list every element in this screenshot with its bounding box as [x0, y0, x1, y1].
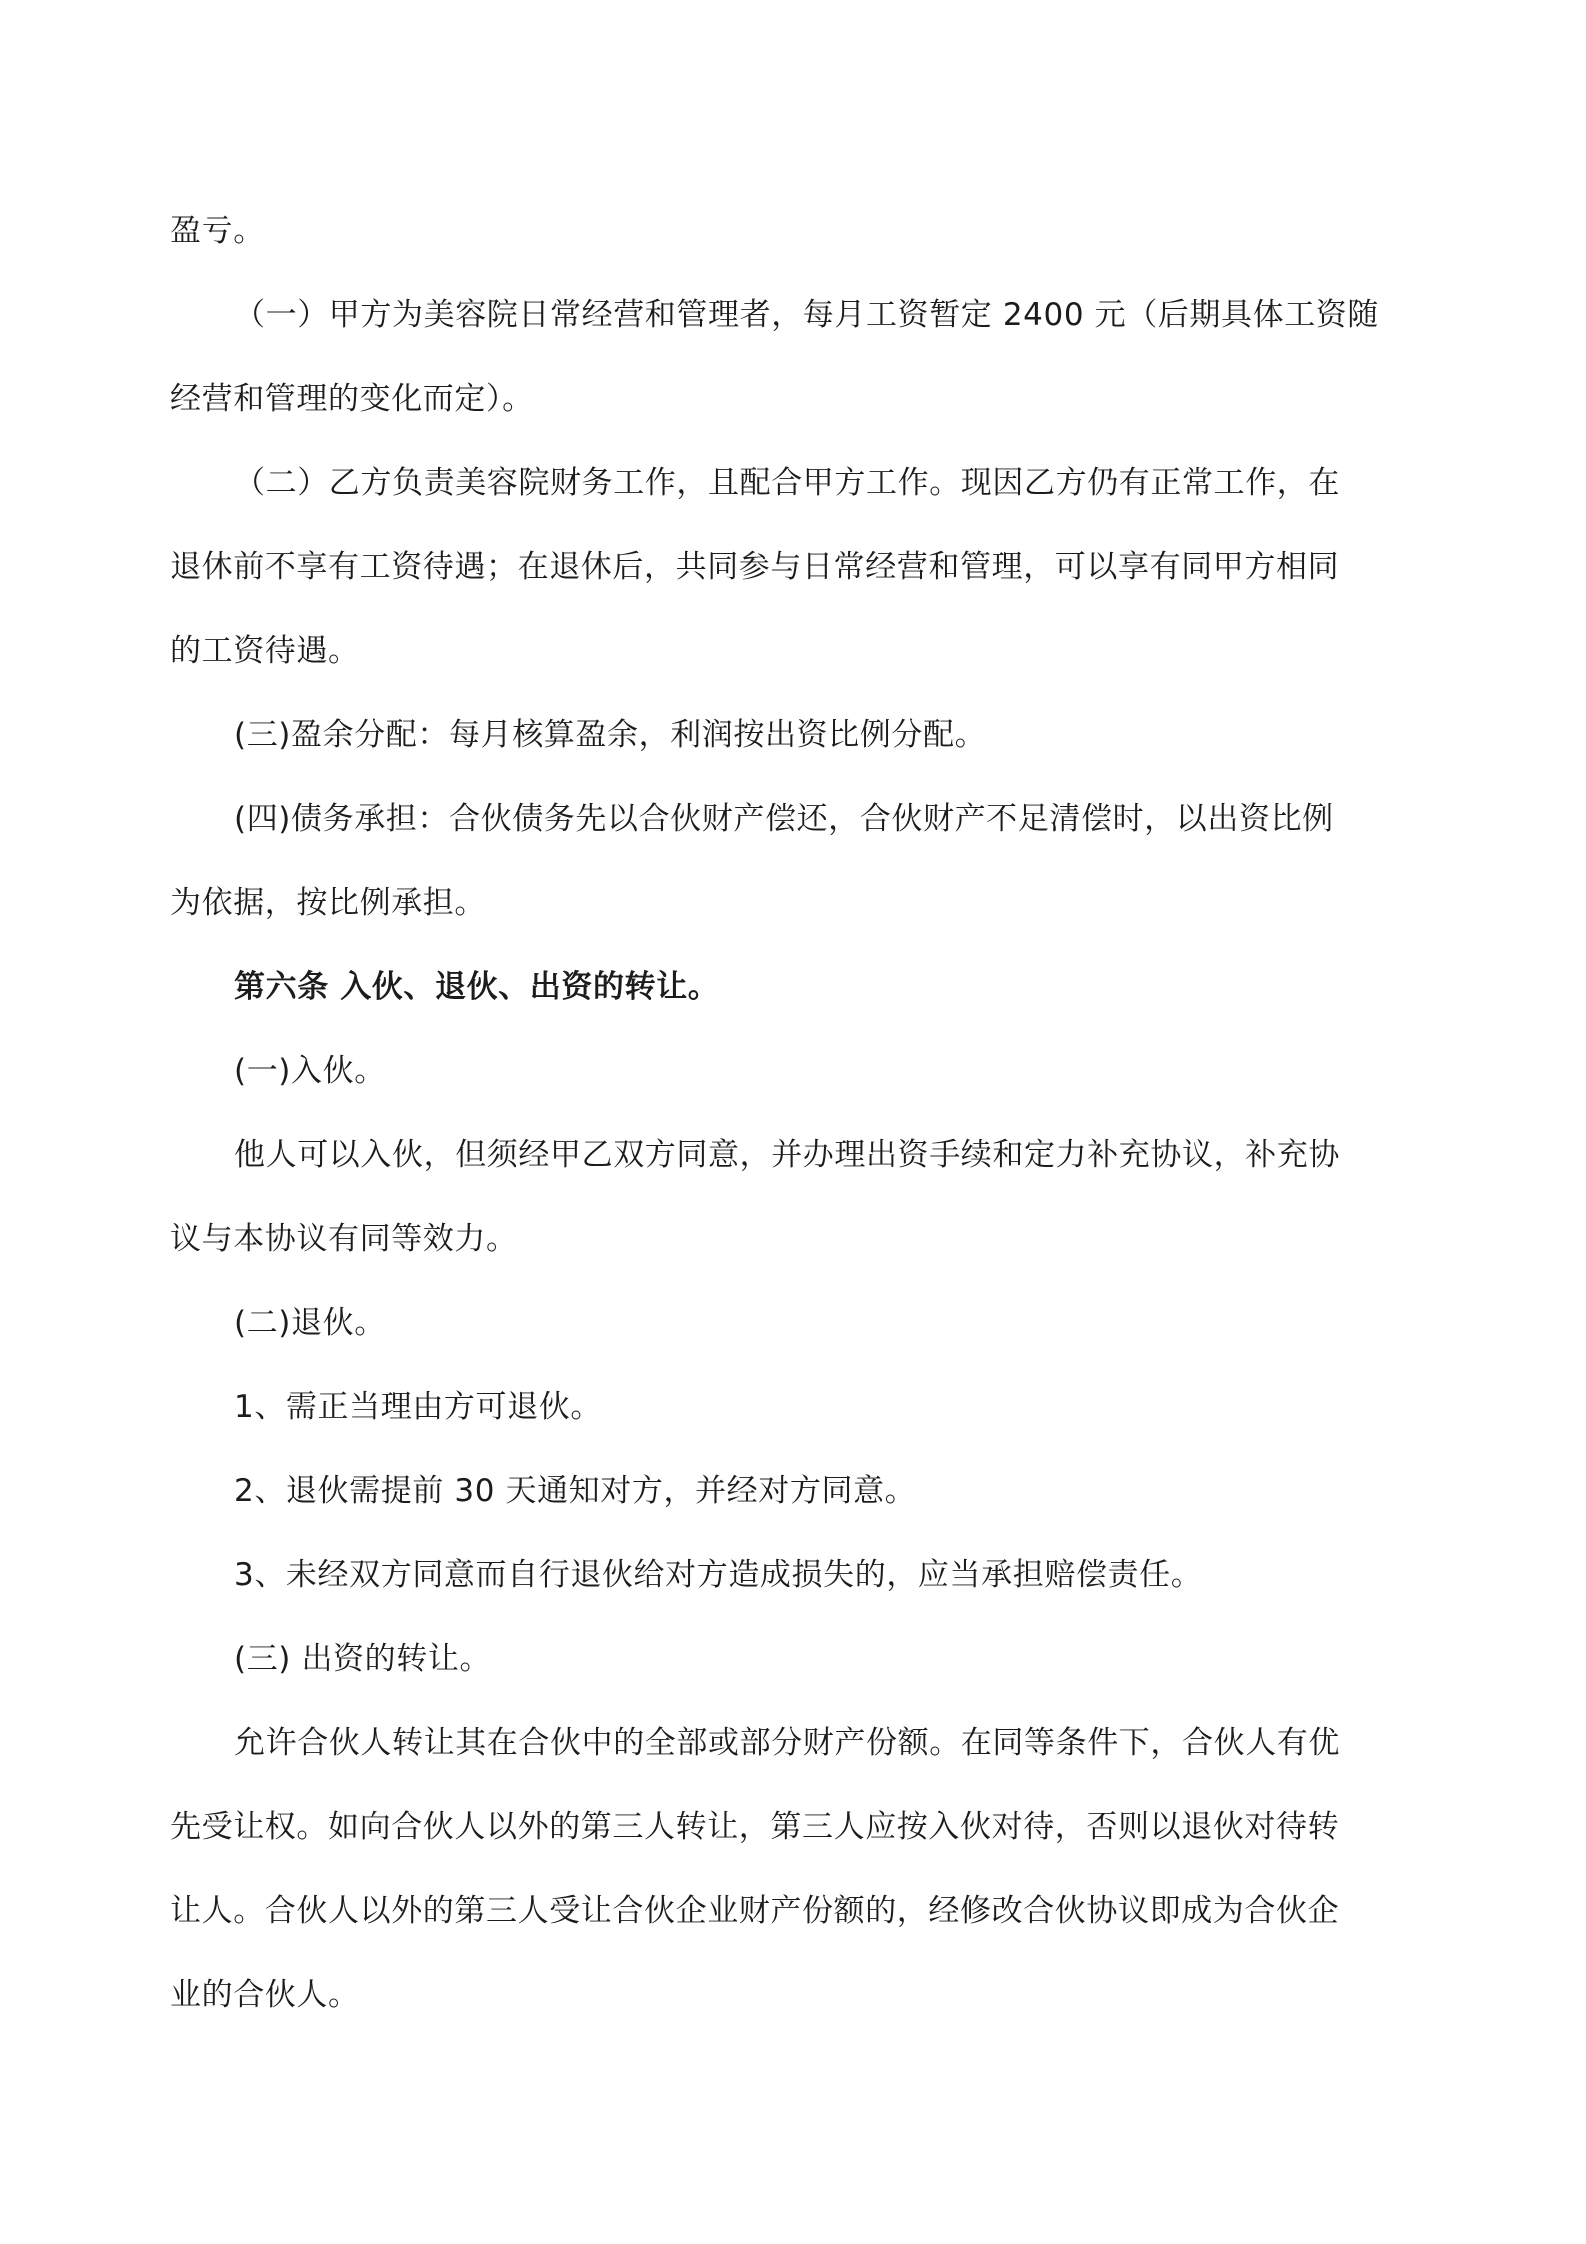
section-admission-heading: (一)入伙。	[234, 1053, 386, 1089]
transfer-para-line-4: 业的合伙人。	[170, 1977, 360, 2013]
section-withdrawal-heading: (二)退伙。	[234, 1305, 386, 1341]
withdrawal-item-2: 2、退伙需提前 30 天通知对方，并经对方同意。	[234, 1473, 917, 1509]
withdrawal-item-3: 3、未经双方同意而自行退伙给对方造成损失的，应当承担赔偿责任。	[234, 1557, 1203, 1593]
clause-1-line-2: 经营和管理的变化而定）。	[170, 381, 534, 417]
clause-4-line-1: (四)债务承担：合伙债务先以合伙财产偿还，合伙财产不足清偿时，以出资比例	[234, 801, 1334, 837]
clause-4-line-2: 为依据，按比例承担。	[170, 885, 486, 921]
text-line-profit-loss: 盈亏。	[170, 213, 265, 249]
clause-2-line-2: 退休前不享有工资待遇；在退休后，共同参与日常经营和管理，可以享有同甲方相同	[170, 549, 1340, 585]
clause-2-line-1: （二）乙方负责美容院财务工作，且配合甲方工作。现因乙方仍有正常工作，在	[234, 465, 1340, 501]
clause-2-line-3: 的工资待遇。	[170, 633, 360, 669]
admission-para-line-2: 议与本协议有同等效力。	[170, 1221, 518, 1257]
clause-1-line-1: （一）甲方为美容院日常经营和管理者，每月工资暂定 2400 元（后期具体工资随	[234, 297, 1379, 333]
transfer-para-line-1: 允许合伙人转让其在合伙中的全部或部分财产份额。在同等条件下，合伙人有优	[234, 1725, 1340, 1761]
admission-para-line-1: 他人可以入伙，但须经甲乙双方同意，并办理出资手续和定力补充协议，补充协	[234, 1137, 1340, 1173]
transfer-para-line-2: 先受让权。如向合伙人以外的第三人转让，第三人应按入伙对待，否则以退伙对待转	[170, 1809, 1340, 1845]
clause-3-surplus-distribution: (三)盈余分配：每月核算盈余，利润按出资比例分配。	[234, 717, 987, 753]
article-6-heading: 第六条 入伙、退伙、出资的转让。	[234, 969, 720, 1005]
transfer-para-line-3: 让人。合伙人以外的第三人受让合伙企业财产份额的，经修改合伙协议即成为合伙企	[170, 1893, 1340, 1929]
withdrawal-item-1: 1、需正当理由方可退伙。	[234, 1389, 602, 1425]
section-transfer-heading: (三) 出资的转让。	[234, 1641, 492, 1677]
